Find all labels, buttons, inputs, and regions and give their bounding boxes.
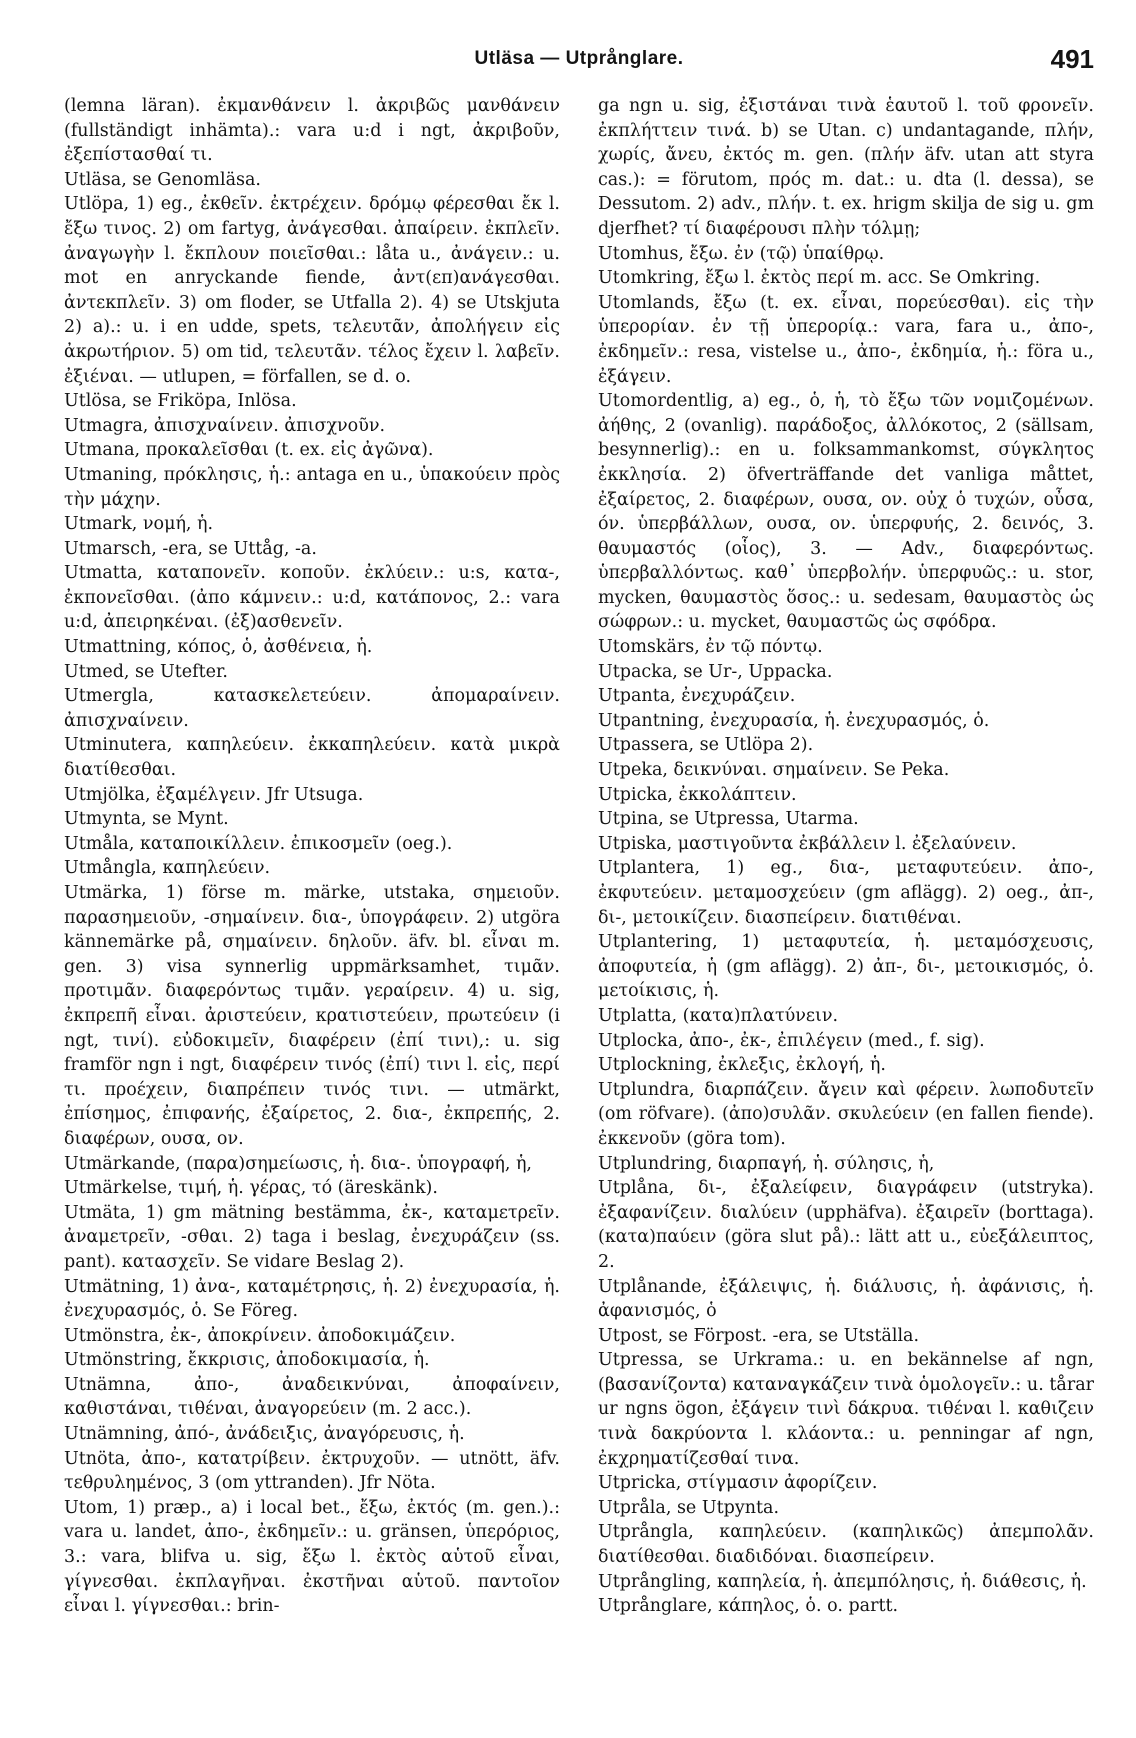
dictionary-entry: Utläsa, se Genomläsa. — [64, 169, 261, 190]
dictionary-entry: Utmagra, ἀπισχναίνειν. ἀπισχνοῦν. — [64, 415, 386, 436]
dictionary-entry: Utprånglare, κάπηλος, ὁ. o. partt. — [598, 1596, 899, 1617]
dictionary-entry: Utplocka, ἀπο-, ἐκ-, ἐπιλέγειν (med., f. sig). — [598, 1030, 985, 1051]
dictionary-entry: Utpeka, δεικνύναι. σημαίνειν. Se Peka. — [598, 760, 950, 781]
dictionary-entry: Utplåna, δι-, ἐξαλείφειν, διαγράφειν (utstryka). ἐξαφανίζειν. διαλύειν (upphäfva). ἐξαιρεῖν (borttaga). (κατα)παύειν (göra slut på).: lätt att u., εὐεξάλειπτος, 2. — [598, 1178, 1094, 1272]
dictionary-entry: Utmatta, καταπονεῖν. κοποῦν. ἐκλύειν.: u:s, κατα-, ἐκπονεῖσθαι. (ἀπο κάμνειν.: u:d, κατάπονος, 2.: vara u:d, ἀπειρηκέναι. (ἐξ)ασθενεῖν. — [64, 563, 560, 633]
running-head: Utläsa — Utprånglare. — [474, 48, 684, 69]
dictionary-entry: Utmergla, κατασκελετεύειν. ἀπομαραίνειν. ἀπισχναίνειν. — [64, 686, 560, 731]
dictionary-entry: Utmarsch, -era, se Uttåg, -a. — [64, 538, 317, 559]
dictionary-entry: Utomhus, ἔξω. ἐν (τῷ) ὑπαίθρῳ. — [598, 243, 885, 264]
dictionary-entry: Utplockning, ἐκλεξις, ἐκλογή, ἡ. — [598, 1055, 886, 1076]
dictionary-entry: Utmed, se Utefter. — [64, 661, 228, 682]
dictionary-entry: Utmåla, καταποικίλλειν. ἐπικοσμεῖν (oeg.). — [64, 833, 453, 854]
left-column — [64, 94, 560, 1714]
dictionary-entry: Utpiska, μαστιγοῦντα ἐκβάλλειν l. ἐξελαύνειν. — [598, 833, 1017, 854]
dictionary-entry: Utmärkelse, τιμή, ἡ. γέρας, τό (äreskänk). — [64, 1178, 438, 1199]
dictionary-entry: Utpressa, se Urkrama.: u. en bekännelse af ngn, (βασανίζοντα) καταναγκάζειν τινὰ ὁμολογεῖν.: u. tårar ur ngns ögon, ἐξάγειν τινὶ δάκρυα. τιθέναι l. καθιζειν τινὰ δακρύοντα l. κλάοντα.: u. penningar af ngn, ἐκχρηματίζεσθαί τινα. — [598, 1350, 1094, 1469]
dictionary-entry: Utminutera, καπηλεύειν. ἐκκαπηλεύειν. κατὰ μικρὰ διατίθεσθαι. — [64, 735, 560, 781]
dictionary-entry: Utpicka, ἐκκολάπτειν. — [598, 784, 797, 805]
dictionary-entry: Utmätning, 1) ἀνα-, καταμέτρησις, ἡ. 2) ἐνεχυρασία, ἡ. ἐνεχυρασμός, ὁ. Se Föreg. — [64, 1276, 560, 1322]
dictionary-entry: Utomlands, ἔξω (t. ex. εἶναι, πορεύεσθαι). εἰς τὴν ὑπερορίαν. ἐν τῇ ὑπερορίᾳ.: vara, fara u., ἀπο-, ἐκδημεῖν.: resa, vistelse u., ἀπο-, ἐκδημία, ἡ.: föra u., ἐξάγειν. — [598, 292, 1094, 387]
dictionary-entry: Utmynta, se Mynt. — [64, 809, 229, 830]
dictionary-entry: Utprångla, καπηλεύειν. (καπηλικῶς) ἀπεμπολᾶν. διατίθεσθαι. διαδιδόναι. διασπείρειν. — [598, 1522, 1094, 1568]
dictionary-entry: Utlösa, se Friköpa, Inlösa. — [64, 391, 297, 412]
dictionary-entry: Utmark, νομή, ἡ. — [64, 514, 214, 535]
dictionary-entry: Utlöpa, 1) eg., ἐκθεῖν. ἐκτρέχειν. δρόμῳ φέρεσθαι ἔκ l. ἔξω τινος. 2) om fartyg, ἀνάγεσθαι. ἀπαίρειν. ἐκπλεῖν. ἀναγωγὴν l. ἔκπλουν ποιεῖσθαι.: låta u., ἀνάγειν.: u. mot en anryckande fiende, ἀντ(επ)ανάγεσθαι. ἀντεκπλεῖν. 3) om floder, se Utfalla 2). 4) se Utskjuta 2) a).: u. i en udde, spets, τελευτᾶν, ἀπολήγειν εἰς ἀκρωτήριον. 5) om tid, τελευτᾶν. τέλος ἔχειν l. λαβεῖν. ἐξιέναι. — utlupen, = förfallen, se d. o. — [64, 194, 560, 387]
dictionary-entry: Utplundra, διαρπάζειν. ἄγειν καὶ φέρειν. λωποδυτεῖν (om röfvare). (ἀπο)συλᾶν. σκυλεύειν (en fallen fiende). ἐκκενοῦν (göra tom). — [598, 1079, 1094, 1149]
dictionary-entry: Utplantera, 1) eg., δια-, μεταφυτεύειν. ἀπο-, ἐκφυτεύειν. μεταμοσχεύειν (gm aflägg). 2) oeg., ἀπ-, δι-, μετοικίζειν. διασπείρειν. διατιθέναι. — [598, 858, 1094, 928]
dictionary-entry: Utplatta, (κατα)πλατύνειν. — [598, 1005, 839, 1026]
dictionary-entry: Utom, 1) præp., a) i local bet., ἔξω, ἐκτός (m. gen.).: vara u. landet, ἀπο-, ἐκδημεῖν.: u. gränsen, ὑπερόριος, 3.: vara, blifva u. sig, ἔξω l. ἐκτὸς αὑτοῦ εἶναι, γίγνεσθαι. ἐκπλαγῆναι. ἐκστῆναι αὑτοῦ. παντοῖον εἶναι l. γίγνεσθαι.: brin- — [64, 1497, 560, 1617]
dictionary-entry: Utpacka, se Ur-, Uppacka. — [598, 661, 833, 682]
dictionary-entry: (lemna läran). ἐκμανθάνειν l. ἀκριβῶς μανθάνειν (fullständigt inhämta).: vara u:d i ngt, ἀκριβοῦν, ἐξεπίστασθαί τι. — [64, 96, 560, 166]
dictionary-entry: Utprångling, καπηλεία, ἡ. ἀπεμπόλησις, ἡ. διάθεσις, ἡ. — [598, 1571, 1087, 1592]
dictionary-entry: Utpassera, se Utlöpa 2). — [598, 735, 814, 756]
dictionary-entry: Utmångla, καπηλεύειν. — [64, 858, 271, 879]
dictionary-entry: Utmaning, πρόκλησις, ἡ.: antaga en u., ὑπακούειν πρὸς τὴν μάχην. — [64, 464, 560, 510]
dictionary-entry: Utpost, se Förpost. -era, se Utställa. — [598, 1325, 920, 1346]
dictionary-columns — [64, 94, 1094, 1714]
dictionary-entry: Utplantering, 1) μεταφυτεία, ἡ. μεταμόσχευσις, ἀποφυτεία, ἡ (gm aflägg). 2) ἀπ-, δι-, μετοικισμός, ὁ. μετοίκισις, ἡ. — [598, 932, 1094, 1002]
dictionary-entry: Utomordentlig, a) eg., ὁ, ἡ, τὸ ἔξω τῶν νομιζομένων. ἀήθης, 2 (ovanlig). παράδοξος, ἀλλόκοτος, 2 (sällsam, besynnerlig).: en u. folksammankomst, σύγκλητος ἐκκλησία. 2) öfverträffande det vanliga måttet, ἐξαίρετος, 2. διαφέρων, ουσα, ον. οὐχ ὁ τυχών, οὖσα, όν. ὑπερβάλλων, ουσα, ον. ὑπερφυής, 2. δεινός, 3. θαυμαστός (οἷος), 3. — Adv., διαφερόντως. ὑπερβαλλόντως. καθ᾽ ὑπερβολήν. ὑπερφυῶς.: u. stor, mycken, θαυμαστὸς ὅσος.: u. sedesam, θαυμαστὸς ὡς σώφρων.: u. mycket, θαυμαστῶς ὡς σφόδρα. — [598, 391, 1094, 633]
dictionary-entry: Utpricka, στίγμασιν ἀφορίζειν. — [598, 1473, 878, 1494]
dictionary-entry: Utmönstring, ἔκκρισις, ἀποδοκιμασία, ἡ. — [64, 1350, 430, 1371]
dictionary-entry: Utmärka, 1) förse m. märke, utstaka, σημειοῦν. παρασημειοῦν, -σημαίνειν. δια-, ὑπογράφειν. 2) utgöra kännemärke på, σημαίνειν. δηλοῦν. äfv. bl. εἶναι m. gen. 3) visa synnerlig uppmärksamhet, τιμᾶν. προτιμᾶν. διαφερόντως τιμᾶν. γεραίρειν. 4) u. sig, ἐκπρεπῆ εἶναι. ἀριστεύειν, κρατιστεύειν, πρωτεύειν (i ngt, τινί). εὐδοκιμεῖν, διαφέρειν (ἐπί τινι),: u. sig framför ngn i ngt, διαφέρειν τινός (ἐπί) τινι l. εἰς, περί τι. προέχειν, διαπρέπειν τινός τινι. — utmärkt, ἐπίσημος, ἐπιφανής, ἐξαίρετος, 2. δια-, ἐκπρεπής, 2. διαφέρων, ουσα, ον. — [64, 883, 560, 1149]
page-header — [64, 44, 1094, 84]
dictionary-entry: Utmana, προκαλεῖσθαι (t. ex. εἰς ἀγῶνα). — [64, 440, 434, 461]
dictionary-entry: Utpina, se Utpressa, Utarma. — [598, 809, 859, 830]
dictionary-entry: Utmjölka, ἐξαμέλγειν. Jfr Utsuga. — [64, 784, 364, 805]
dictionary-entry: Utnämning, ἀπό-, ἀνάδειξις, ἀναγόρευσις, ἡ. — [64, 1424, 465, 1445]
dictionary-entry: Utnämna, ἀπο-, ἀναδεικνύναι, ἀποφαίνειν, καθιστάναι, τιθέναι, ἀναγορεύειν (m. 2 acc.). — [64, 1374, 560, 1420]
dictionary-entry: Utplundring, διαρπαγή, ἡ. σύλησις, ἡ, — [598, 1153, 935, 1174]
dictionary-entry: Utmäta, 1) gm mätning bestämma, ἐκ-, καταμετρεῖν. ἀναμετρεῖν, -σθαι. 2) taga i beslag, ἐνεχυράζειν (ss. pant). κατασχεῖν. Se vidare Beslag 2). — [64, 1202, 560, 1272]
dictionary-entry: Utmattning, κόπος, ὁ, ἀσθένεια, ἡ. — [64, 637, 373, 658]
dictionary-entry: ga ngn u. sig, ἐξιστάναι τινὰ ἑαυτοῦ l. τοῦ φρονεῖν. ἐκπλήττειν τινά. b) se Utan. c) undantagande, πλήν, χωρίς, ἄνευ, ἐκτός m. gen. (πλήν äfv. utan att styra cas.): = förutom, πρός m. dat.: u. dta (l. dessa), se Dessutom. 2) adv., πλήν. t. ex. hrigm skilja de sig u. gm djerfhet? τί διαφέρουσι πλὴν τόλμῃ; — [598, 96, 1094, 239]
right-column — [598, 94, 1094, 1714]
page-number: 491 — [1050, 44, 1094, 74]
dictionary-entry: Utpantning, ἐνεχυρασία, ἡ. ἐνεχυρασμός, ὁ. — [598, 710, 990, 731]
dictionary-entry: Utmärkande, (παρα)σημείωσις, ἡ. δια-. ὑπογραφή, ἡ, — [64, 1153, 532, 1174]
dictionary-entry: Utomkring, ἔξω l. ἐκτὸς περί m. acc. Se Omkring. — [598, 268, 1041, 289]
dictionary-entry: Utpanta, ἐνεχυράζειν. — [598, 686, 796, 707]
dictionary-entry: Utomskärs, ἐν τῷ πόντῳ. — [598, 637, 823, 658]
dictionary-entry: Utplånande, ἐξάλειψις, ἡ. διάλυσις, ἡ. ἀφάνισις, ἡ. ἀφανισμός, ὁ — [598, 1276, 1094, 1322]
dictionary-entry: Utnöta, ἀπο-, κατατρίβειν. ἐκτρυχοῦν. — utnött, äfv. τεθρυλημένος, 3 (om yttranden). Jfr Nöta. — [64, 1448, 560, 1494]
dictionary-entry: Utpråla, se Utpynta. — [598, 1497, 780, 1518]
dictionary-entry: Utmönstra, ἐκ-, ἀποκρίνειν. ἀποδοκιμάζειν. — [64, 1325, 456, 1346]
